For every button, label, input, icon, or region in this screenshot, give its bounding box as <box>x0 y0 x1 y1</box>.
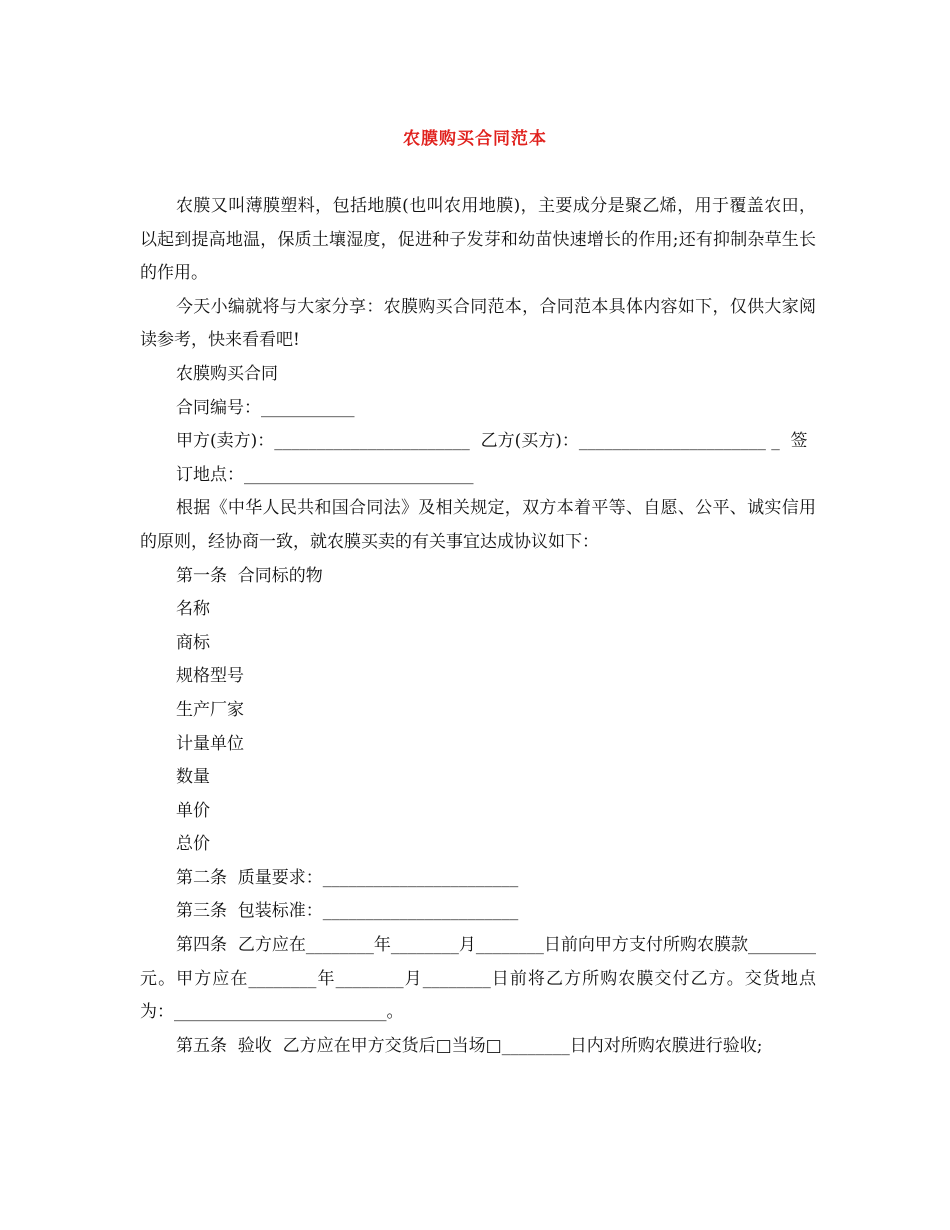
item-manufacturer: 生产厂家 <box>176 699 244 720</box>
item-spec: 规格型号 <box>176 666 244 687</box>
paragraph-intro-2: 今天小编就将与大家分享：农膜购买合同范本，合同范本具体内容如下，仅供大家阅读参考，快来看看吧! <box>140 296 816 351</box>
paragraph-intro-1: 农膜又叫薄膜塑料，包括地膜(也叫农用地膜)，主要成分是聚乙烯，用于覆盖农田，以起到提高地温，保质土壤湿度，促进种子发芽和幼苗快速增长的作用;还有抑制杂草生长的作用。 <box>140 196 816 284</box>
item-total: 总价 <box>176 834 210 855</box>
contract-number: 合同编号：___________ <box>176 397 355 418</box>
item-name: 名称 <box>176 599 210 620</box>
article-1: 第一条 合同标的物 <box>176 565 323 586</box>
article-4: 第四条 乙方应在________年________月________日前向甲方支付所购农膜款________元。甲方应在________年________月________日前将乙方所购农膜交付乙方。交货地点为：_________________________。 <box>140 935 816 1023</box>
document-title: 农膜购买合同范本 <box>403 129 547 149</box>
signing-place: 订地点：___________________________ <box>176 464 474 485</box>
item-trademark: 商标 <box>176 632 210 653</box>
document-body <box>140 190 816 1063</box>
article-3: 第三条 包装标准：_______________________ <box>176 901 519 922</box>
contract-heading: 农膜购买合同 <box>176 363 278 384</box>
article-5: 第五条 验收 乙方应在甲方交货后□当场□________日内对所购农膜进行验收; <box>176 1035 763 1056</box>
preamble: 根据《中华人民共和国合同法》及相关规定，双方本着平等、自愿、公平、诚实信用的原则，经协商一致，就农膜买卖的有关事宜达成协议如下： <box>140 498 816 552</box>
item-quantity: 数量 <box>176 767 210 788</box>
item-unit-price: 单价 <box>176 800 210 821</box>
article-2: 第二条 质量要求：_______________________ <box>176 867 519 888</box>
item-unit: 计量单位 <box>176 733 244 754</box>
parties-line: 甲方(卖方)：_______________________ 乙方(买方)：______________________ _ 签 <box>176 431 808 452</box>
